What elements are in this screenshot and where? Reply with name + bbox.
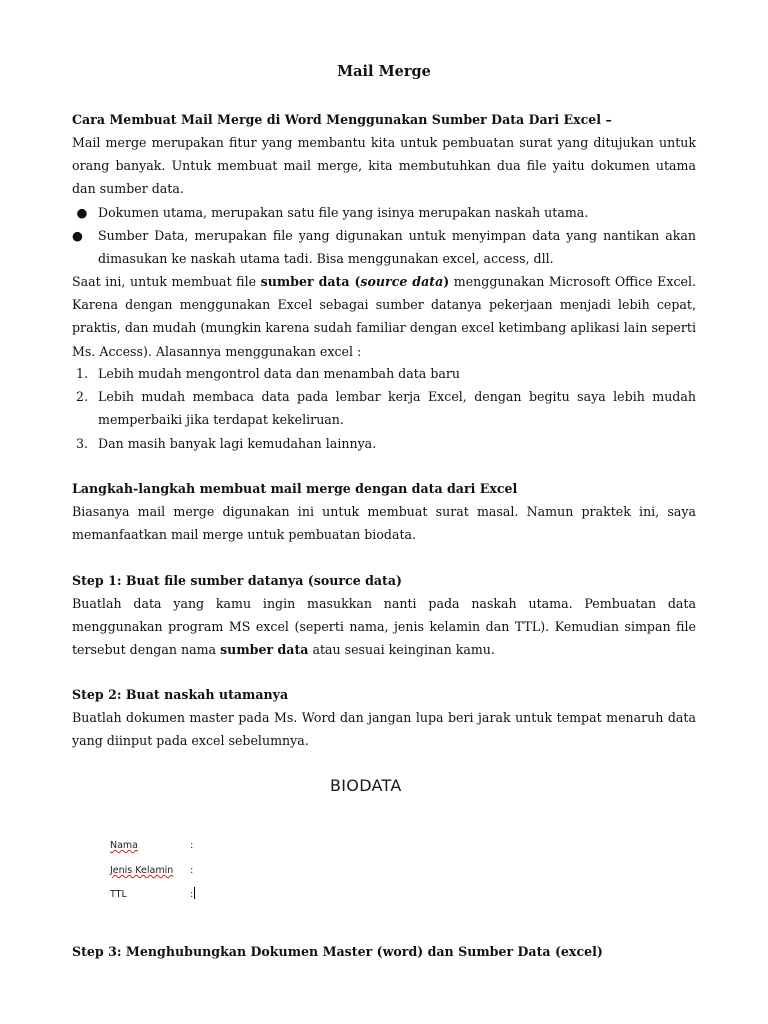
field-colon: :	[190, 889, 194, 900]
biodata-field-jenis-kelamin	[110, 859, 173, 882]
list-number: 1.	[76, 366, 89, 381]
list-item-text: Lebih mudah membaca data pada lembar kerja Excel, dengan begitu saya lebih mudah memperbaiki jika terdapat kekeliruan.	[98, 389, 696, 428]
field-label: TTL	[110, 889, 127, 900]
bullet-icon: ●	[76, 205, 88, 220]
list-item	[72, 224, 696, 270]
bullet-list	[72, 201, 696, 271]
intro-paragraph: Mail merge merupakan fitur yang membantu kita untuk pembuatan surat yang ditujukan untuk orang banyak. Untuk membuat mail merge, kita membutuhkan dua file yaitu dokumen utama dan sumber data.	[72, 135, 696, 197]
biodata-field-nama	[110, 834, 138, 857]
bold-term: sumber data	[220, 642, 309, 658]
list-item-text: Dokumen utama, merupakan satu file yang isinya merupakan naskah utama.	[98, 205, 589, 220]
list-item	[72, 385, 696, 431]
step2-heading: Step 2: Buat naskah utamanya	[72, 687, 289, 702]
text-caret-icon	[194, 887, 195, 899]
paragraph-text-continued: menggunakan Microsoft Office Excel. Karena dengan menggunakan Excel sebagai sumber datanya pekerjaan menjadi lebih cepat, praktis, dan mudah (mungkin karena sudah familiar dengan excel ketimbang aplikasi lain seperti Ms. Access). Alasannya menggunakan excel :	[72, 274, 697, 359]
field-colon-with-caret	[190, 883, 195, 906]
field-colon: :	[190, 840, 194, 851]
list-item	[72, 201, 696, 224]
field-label: Jenis Kelamin	[110, 865, 174, 876]
bold-term-close: )	[443, 274, 450, 289]
list-number: 2.	[76, 389, 89, 405]
field-label: Nama	[110, 840, 139, 851]
list-item-text: Sumber Data, merupakan file yang digunakan untuk menyimpan data yang nantikan akan dimasukan ke naskah utama tadi. Bisa menggunakan excel, access, dll.	[98, 228, 696, 267]
excel-reason-paragraph	[72, 270, 696, 363]
list-item-text: Dan masih banyak lagi kemudahan lainnya.	[98, 435, 377, 451]
step1-heading: Step 1: Buat file sumber datanya (source data)	[72, 573, 402, 588]
step2-paragraph: Buatlah dokumen master pada Ms. Word dan jangan lupa beri jarak untuk tempat menaruh data yang diinput pada excel sebelumnya.	[72, 710, 696, 749]
document-title: Mail Merge	[337, 63, 431, 80]
step1-paragraph	[72, 592, 696, 662]
section-heading-langkah: Langkah-langkah membuat mail merge dengan data dari Excel	[72, 481, 518, 496]
biodata-field-ttl	[110, 883, 127, 906]
numbered-list	[72, 362, 696, 455]
langkah-paragraph: Biasanya mail merge digunakan ini untuk membuat surat masal. Namun praktek ini, saya memanfaatkan mail merge untuk pembuatan biodata.	[72, 504, 696, 543]
paragraph-text-continued: atau sesuai keinginan kamu.	[308, 642, 495, 658]
paragraph-text: Saat ini, untuk membuat file	[72, 274, 261, 289]
step3-heading: Step 3: Menghubungkan Dokumen Master (word) dan Sumber Data (excel)	[72, 944, 603, 959]
field-colon: :	[190, 865, 194, 876]
list-item-text: Lebih mudah mengontrol data dan menambah data baru	[98, 366, 461, 381]
italic-term: source data	[360, 274, 444, 289]
list-item	[72, 432, 696, 455]
list-number: 3.	[76, 435, 89, 451]
biodata-title: BIODATA	[330, 776, 402, 795]
section-heading-cara-membuat: Cara Membuat Mail Merge di Word Menggunakan Sumber Data Dari Excel –	[72, 112, 612, 127]
list-item	[72, 362, 696, 385]
paragraph-text: Buatlah data yang kamu ingin masukkan nanti pada naskah utama. Pembuatan data menggunakan program MS excel (seperti nama, jenis kelamin dan TTL). Kemudian simpan file tersebut dengan nama	[72, 596, 696, 658]
bold-term: sumber data (	[260, 274, 361, 289]
bullet-icon: ●	[72, 228, 83, 244]
